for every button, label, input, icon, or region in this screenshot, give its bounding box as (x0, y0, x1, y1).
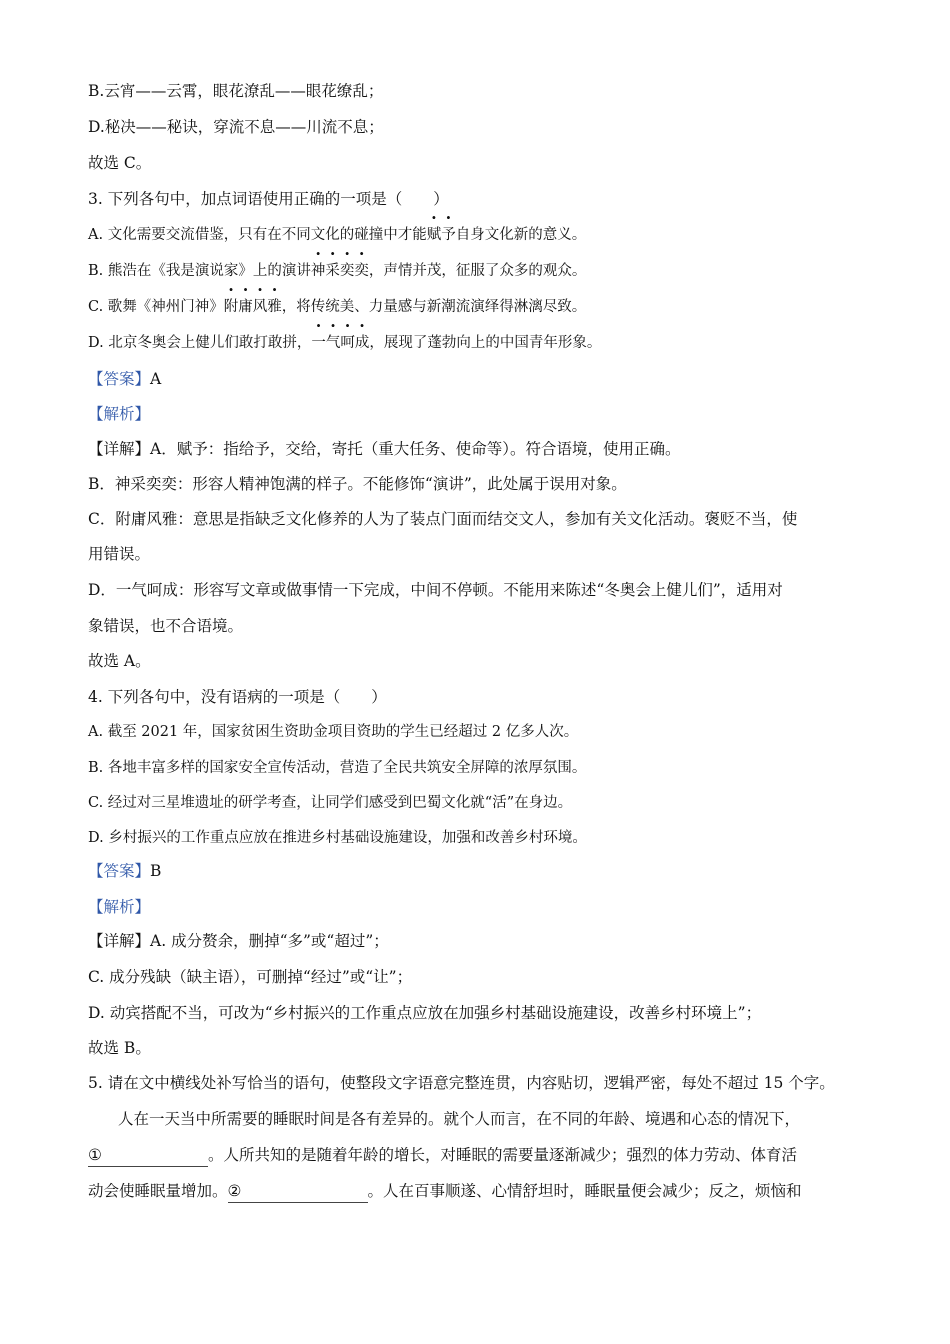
option-text: ，声情并茂，征服了众多的观众。 (368, 263, 587, 279)
passage-line: 人在一天当中所需要的睡眠时间是各有差异的。就个人而言，在不同的年龄、境遇和心态的情况下， (118, 1110, 801, 1128)
question-3-option-d (88, 332, 601, 354)
passage-line (88, 1144, 797, 1167)
dotted-char: 神 (310, 263, 326, 279)
option-text: ，展现了蓬勃向上的中国青年形象。 (369, 335, 602, 351)
dotted-char: 气 (325, 335, 341, 351)
question-3-option-c (88, 296, 586, 318)
answer-line (88, 860, 161, 882)
text-line: B．神采奕奕：形容人精神饱满的样子。不能修饰“演讲”，此处属于误用对象。 (88, 475, 627, 493)
question-5-stem: 5. 请在文中横线处补写恰当的语句，使整段文字语意完整连贯，内容贴切，逻辑严密，每处不超过 15 个字。 (88, 1074, 835, 1092)
question-3-option-a (88, 224, 586, 246)
detail-tag: 【详解】 (88, 440, 151, 458)
question-4-stem: 4. 下列各句中，没有语病的一项是（ ） (88, 688, 387, 706)
answer-value: B (150, 862, 162, 880)
detail-text: A．赋予：指给予，交给，寄托（重大任务、使命等）。符合语境，使用正确。 (150, 440, 681, 458)
text-line: D. 动宾搭配不当，可改为“乡村振兴的工作重点应放在加强乡村基础设施建设，改善乡村环境上”； (88, 1004, 762, 1022)
dotted-char: 奕 (354, 263, 369, 279)
answer-tag: 【答案】 (88, 862, 151, 880)
question-4-option-b: B. 各地丰富多样的国家安全宣传活动，营造了全民共筑安全屏障的浓厚氛围。 (88, 760, 587, 776)
text-line: D．一气呵成：形容写文章或做事情一下完成，中间不停顿。不能用来陈述“冬奥会上健儿们”，适用对 (88, 581, 783, 599)
dotted-char: 予 (441, 227, 456, 243)
text-line: C. 成分残缺（缺主语），可删掉“经过”或“让”； (88, 968, 413, 986)
option-text: ，将传统美、力量感与新潮流演绎得淋漓尽致。 (281, 299, 587, 315)
option-text: B. 熊浩在《我是演说家》上的演讲 (88, 263, 311, 279)
dotted-char: 采 (325, 263, 340, 279)
question-4-option-a: A. 截至 2021 年，国家贫困生资助金项目资助的学生已经超过 2 亿多人次。 (88, 724, 579, 740)
text-line: 故选 A。 (88, 652, 151, 670)
dotted-char: 风 (252, 299, 268, 315)
option-text: D. 北京冬奥会上健儿们敢打敢拼， (88, 335, 312, 351)
question-3-stem: 3. 下列各句中，加点词语使用正确的一项是（ ） (88, 190, 449, 208)
question-3-option-b (88, 260, 586, 282)
text-line: B.云宵——云霄，眼花潦乱——眼花缭乱； (88, 82, 384, 100)
option-text: A. 文化需要交流借鉴，只有在不同文化的碰撞中才能 (88, 227, 427, 243)
question-4-option-c: C. 经过对三星堆遗址的研学考查，让同学们感受到巴蜀文化就“活”在身边。 (88, 795, 573, 811)
text-line: 用错误。 (88, 545, 151, 563)
analysis-tag: 【解析】 (88, 898, 151, 916)
passage-text: 。人所共知的是随着年龄的增长，对睡眠的需要量逐渐减少；强烈的体力劳动、体育活 (208, 1146, 798, 1164)
text-line: C．附庸风雅：意思是指缺乏文化修养的人为了装点门面而结交文人，参加有关文化活动。褒贬不当，使 (88, 510, 798, 528)
question-4-option-d: D. 乡村振兴的工作重点应放在推进乡村基础设施建设，加强和改善乡村环境。 (88, 830, 587, 846)
passage-line (88, 1180, 802, 1203)
option-text: C. 歌舞《神州门神》 (88, 299, 224, 315)
passage-text: 动会使睡眠量增加。 (88, 1182, 228, 1200)
answer-line (88, 368, 161, 390)
answer-value: A (150, 370, 162, 388)
text-line: 象错误，也不合语境。 (88, 617, 244, 635)
detail-line (88, 438, 680, 460)
dotted-char: 赋 (426, 227, 442, 243)
dotted-char: 一 (311, 335, 326, 351)
blank-marker: ① (88, 1146, 102, 1164)
blank-marker: ② (227, 1182, 242, 1200)
passage-text: 。人在百事顺遂、心情舒坦时，睡眠量便会减少；反之，烦恼和 (367, 1182, 802, 1200)
detail-line (88, 930, 389, 952)
dotted-char: 奕 (339, 263, 355, 279)
text-line: D.秘决——秘诀，穿流不息——川流不息； (88, 118, 384, 136)
dotted-char: 附 (223, 299, 239, 315)
answer-tag: 【答案】 (88, 370, 151, 388)
dotted-char: 成 (354, 335, 370, 351)
option-text: 自身文化新的意义。 (455, 227, 587, 243)
analysis-tag: 【解析】 (88, 405, 151, 423)
dotted-char: 呵 (340, 335, 355, 351)
detail-tag: 【详解】 (88, 932, 151, 950)
detail-text: A. 成分赘余，删掉“多”或“超过”； (150, 932, 389, 950)
dotted-char: 雅 (267, 299, 282, 315)
fill-blank-1[interactable] (88, 1144, 208, 1167)
text-line: 故选 B。 (88, 1039, 151, 1057)
fill-blank-2[interactable] (228, 1180, 368, 1203)
text-line: 故选 C。 (88, 154, 152, 172)
dotted-char: 庸 (238, 299, 253, 315)
